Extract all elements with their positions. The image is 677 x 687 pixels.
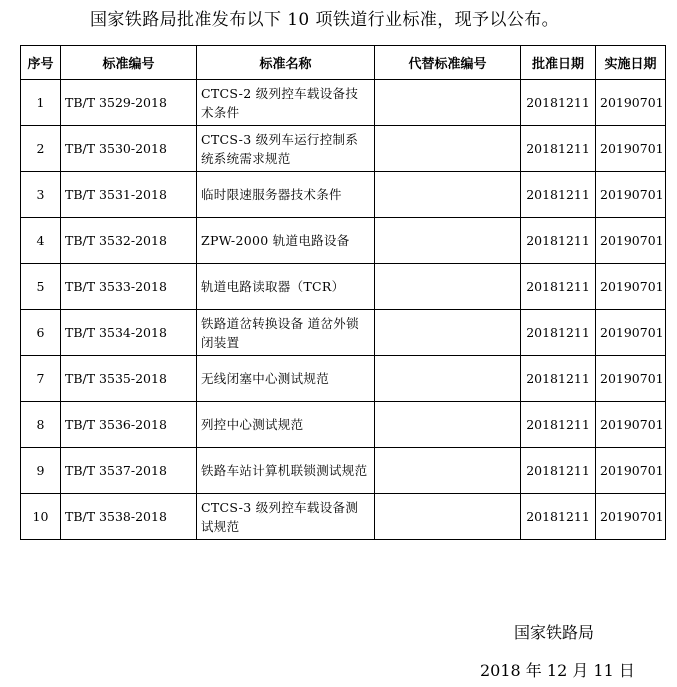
cell-effective-date: 20190701 (596, 80, 666, 126)
cell-replaced-code (375, 218, 521, 264)
header-seq: 序号 (21, 46, 61, 80)
cell-replaced-code (375, 310, 521, 356)
header-effective-date: 实施日期 (596, 46, 666, 80)
table-row (21, 126, 666, 172)
cell-standard-code: TB/T 3529-2018 (61, 80, 197, 126)
cell-effective-date: 20190701 (596, 218, 666, 264)
cell-standard-code: TB/T 3533-2018 (61, 264, 197, 310)
cell-approve-date: 20181211 (521, 264, 596, 310)
cell-seq: 4 (21, 218, 61, 264)
cell-seq: 9 (21, 448, 61, 494)
header-standard-name: 标准名称 (197, 46, 375, 80)
header-replaced-code: 代替标准编号 (375, 46, 521, 80)
cell-replaced-code (375, 172, 521, 218)
cell-standard-code: TB/T 3532-2018 (61, 218, 197, 264)
cell-standard-name: CTCS-3 级列控车载设备测试规范 (197, 494, 375, 540)
cell-standard-name: 临时限速服务器技术条件 (197, 172, 375, 218)
cell-replaced-code (375, 402, 521, 448)
table-row (21, 494, 666, 540)
cell-seq: 8 (21, 402, 61, 448)
table-row (21, 264, 666, 310)
cell-seq: 5 (21, 264, 61, 310)
issuing-organization: 国家铁路局 (514, 623, 595, 642)
cell-standard-name: 铁路道岔转换设备 道岔外锁闭装置 (197, 310, 375, 356)
cell-approve-date: 20181211 (521, 356, 596, 402)
table-row (21, 172, 666, 218)
cell-approve-date: 20181211 (521, 172, 596, 218)
cell-effective-date: 20190701 (596, 264, 666, 310)
cell-standard-code: TB/T 3534-2018 (61, 310, 197, 356)
cell-effective-date: 20190701 (596, 448, 666, 494)
announcement-text: 国家铁路局批准发布以下 10 项铁道行业标准，现予以公布。 (90, 10, 560, 30)
cell-approve-date: 20181211 (521, 494, 596, 540)
cell-approve-date: 20181211 (521, 126, 596, 172)
cell-standard-name: 铁路车站计算机联锁测试规范 (197, 448, 375, 494)
cell-standard-code: TB/T 3535-2018 (61, 356, 197, 402)
cell-effective-date: 20190701 (596, 494, 666, 540)
table-row (21, 356, 666, 402)
cell-standard-code: TB/T 3538-2018 (61, 494, 197, 540)
cell-replaced-code (375, 448, 521, 494)
cell-approve-date: 20181211 (521, 80, 596, 126)
standards-table (20, 45, 666, 540)
cell-effective-date: 20190701 (596, 310, 666, 356)
table-row (21, 448, 666, 494)
header-approve-date: 批准日期 (521, 46, 596, 80)
header-standard-code: 标准编号 (61, 46, 197, 80)
cell-approve-date: 20181211 (521, 310, 596, 356)
table-row (21, 80, 666, 126)
cell-effective-date: 20190701 (596, 172, 666, 218)
cell-standard-code: TB/T 3530-2018 (61, 126, 197, 172)
cell-approve-date: 20181211 (521, 402, 596, 448)
cell-standard-name: 无线闭塞中心测试规范 (197, 356, 375, 402)
cell-standard-name: 轨道电路读取器（TCR） (197, 264, 375, 310)
issue-date: 2018 年 12 月 11 日 (480, 661, 635, 680)
cell-replaced-code (375, 80, 521, 126)
cell-seq: 6 (21, 310, 61, 356)
cell-replaced-code (375, 126, 521, 172)
cell-standard-name: 列控中心测试规范 (197, 402, 375, 448)
cell-replaced-code (375, 356, 521, 402)
cell-effective-date: 20190701 (596, 126, 666, 172)
cell-seq: 1 (21, 80, 61, 126)
cell-standard-code: TB/T 3536-2018 (61, 402, 197, 448)
cell-seq: 2 (21, 126, 61, 172)
cell-seq: 10 (21, 494, 61, 540)
cell-seq: 3 (21, 172, 61, 218)
cell-standard-code: TB/T 3531-2018 (61, 172, 197, 218)
cell-standard-name: ZPW-2000 轨道电路设备 (197, 218, 375, 264)
cell-effective-date: 20190701 (596, 402, 666, 448)
cell-replaced-code (375, 494, 521, 540)
cell-standard-name: CTCS-3 级列车运行控制系统系统需求规范 (197, 126, 375, 172)
cell-replaced-code (375, 264, 521, 310)
cell-effective-date: 20190701 (596, 356, 666, 402)
cell-standard-name: CTCS-2 级列控车载设备技术条件 (197, 80, 375, 126)
cell-seq: 7 (21, 356, 61, 402)
cell-standard-code: TB/T 3537-2018 (61, 448, 197, 494)
table-row (21, 402, 666, 448)
cell-approve-date: 20181211 (521, 218, 596, 264)
cell-approve-date: 20181211 (521, 448, 596, 494)
table-row (21, 310, 666, 356)
table-row (21, 218, 666, 264)
table-header-row (21, 46, 666, 80)
